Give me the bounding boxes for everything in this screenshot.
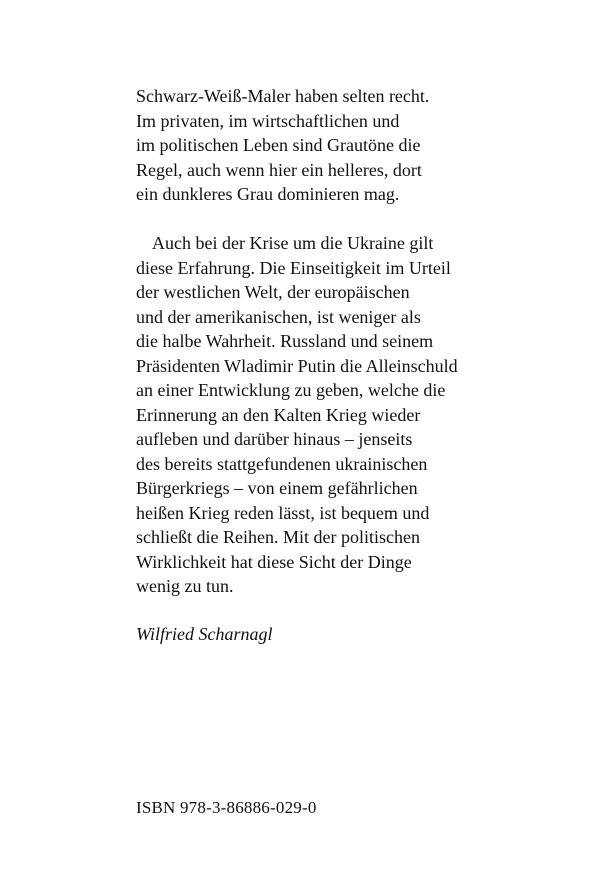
author-signature: Wilfried Scharnagl (136, 624, 273, 644)
paragraph-line: heißen Krieg reden lässt, ist bequem und (136, 502, 430, 523)
paragraph-line: ein dunkleres Grau dominieren mag. (136, 184, 400, 204)
paragraph-line: Auch bei der Krise um die Ukraine gilt (152, 233, 434, 253)
blurb-paragraph-2 (136, 231, 496, 599)
blurb-paragraph-1 (136, 84, 496, 207)
paragraph-line: aufleben und darüber hinaus – jenseits (136, 429, 413, 449)
paragraph-line: die halbe Wahrheit. Russland und seinem (136, 331, 434, 351)
paragraph-line: Bürgerkriegs – von einem gefährlichen (136, 478, 418, 498)
paragraph-line: Präsidenten Wladimir Putin die Alleinschuld (136, 355, 458, 376)
paragraph-line: Erinnerung an den Kalten Krieg wieder (136, 404, 421, 425)
paragraph-line: der westlichen Welt, der europäischen (136, 282, 410, 302)
paragraph-line: wenig zu tun. (136, 576, 234, 596)
paragraph-line: an einer Entwicklung zu geben, welche die (136, 380, 446, 400)
paragraph-line: schließt die Reihen. Mit der politischen (136, 527, 420, 547)
paragraph-line: Im privaten, im wirtschaftlichen und (136, 110, 400, 131)
paragraph-line: Schwarz-Weiß-Maler haben selten recht. (136, 86, 430, 106)
paragraph-line: und der amerikanischen, ist weniger als (136, 306, 421, 327)
paragraph-line: im politischen Leben sind Grautöne die (136, 135, 421, 155)
paragraph-line: des bereits stattgefundenen ukrainischen (136, 453, 428, 474)
paragraph-line: diese Erfahrung. Die Einseitigkeit im Urteil (136, 257, 451, 278)
paragraph-line: Wirklichkeit hat diese Sicht der Dinge (136, 551, 412, 572)
isbn-number: ISBN 978-3-86886-029-0 (136, 798, 317, 817)
paragraph-line: Regel, auch wenn hier ein helleres, dort (136, 159, 422, 180)
